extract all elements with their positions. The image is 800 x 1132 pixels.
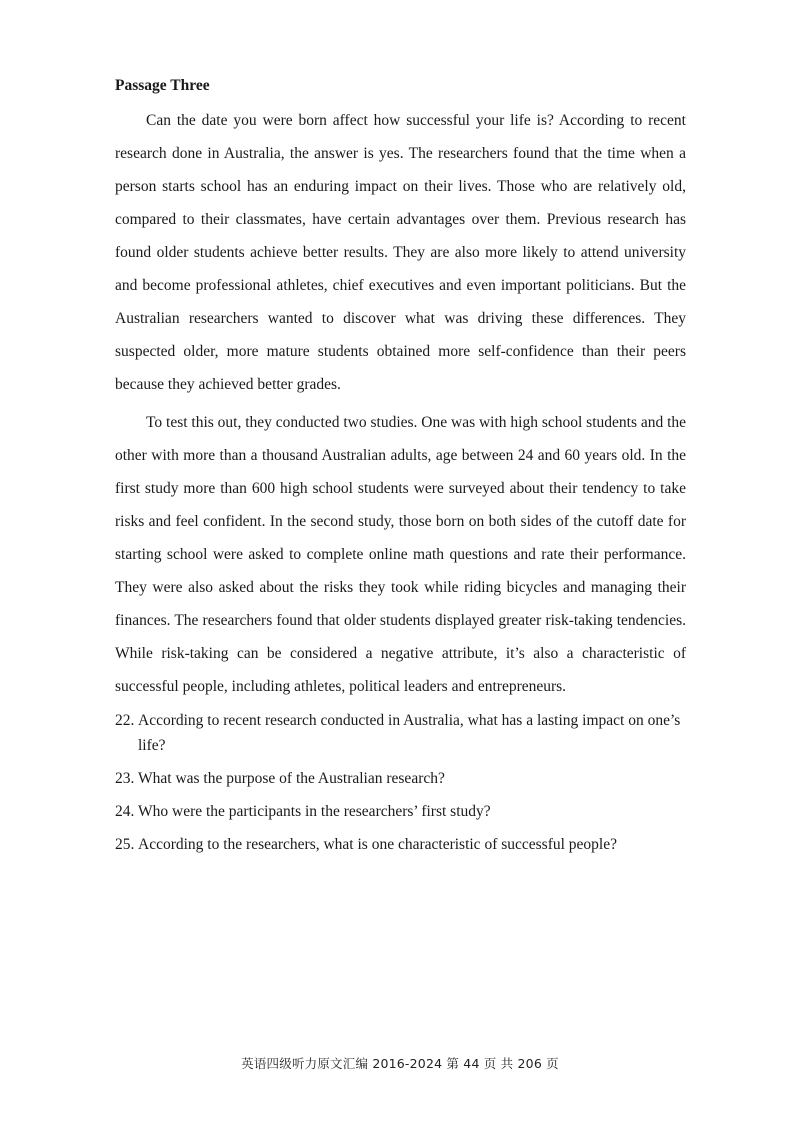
- text-line: finances. The researchers found that older students displayed greater risk-taking tendencies.: [115, 612, 686, 629]
- text-line: Can the date you were born affect how successful your life is? According to recent: [146, 112, 686, 129]
- text-line: starting school were asked to complete online math questions and rate their performance.: [115, 546, 686, 563]
- question-text: According to the researchers, what is one characteristic of successful people?: [138, 836, 618, 853]
- question-item: [115, 832, 686, 857]
- text-line: and become professional athletes, chief executives and even important politicians. But the: [115, 277, 686, 294]
- text-line: first study more than 600 high school students were surveyed about their tendency to take: [115, 480, 686, 497]
- page-footer: 英语四级听力原文汇编 2016-2024 第 44 页 共 206 页: [241, 1056, 559, 1071]
- document-page: [115, 74, 686, 865]
- question-text: According to recent research conducted in Australia, what has a lasting impact on one’s life?: [138, 712, 681, 754]
- text-line: suspected older, more mature students obtained more self-confidence than their peers: [115, 343, 686, 360]
- question-list: [115, 708, 686, 857]
- text-line: person starts school has an enduring impact on their lives. Those who are relatively old,: [115, 178, 686, 195]
- text-line: Australian researchers wanted to discover what was driving these differences. They: [115, 310, 686, 327]
- question-text: What was the purpose of the Australian research?: [138, 770, 445, 787]
- question-item: [115, 766, 686, 791]
- text-line: To test this out, they conducted two studies. One was with high school students and the: [146, 414, 687, 431]
- question-text: Who were the participants in the researchers’ first study?: [138, 803, 491, 820]
- text-line: successful people, including athletes, political leaders and entrepreneurs.: [115, 678, 567, 695]
- text-line: While risk-taking can be considered a negative attribute, it’s also a characteristic of: [115, 645, 686, 662]
- question-number: 23.: [115, 770, 135, 787]
- paragraph: [115, 104, 686, 401]
- text-line: other with more than a thousand Australian adults, age between 24 and 60 years old. In the: [115, 447, 686, 464]
- text-line: found older students achieve better results. They are also more likely to attend university: [115, 244, 686, 261]
- question-item: [115, 799, 686, 824]
- text-line: They were also asked about the risks they took while riding bicycles and managing their: [115, 579, 686, 596]
- text-line: risks and feel confident. In the second study, those born on both sides of the cutoff date for: [115, 513, 686, 530]
- passage-body: [115, 104, 686, 703]
- question-number: 22.: [115, 712, 135, 729]
- text-line: because they achieved better grades.: [115, 376, 341, 393]
- question-item: [115, 708, 686, 758]
- question-number: 25.: [115, 836, 135, 853]
- text-line: compared to their classmates, have certain advantages over them. Previous research has: [115, 211, 686, 228]
- question-number: 24.: [115, 803, 135, 820]
- text-line: research done in Australia, the answer is yes. The researchers found that the time when a: [115, 145, 686, 162]
- passage-title: Passage Three: [115, 77, 210, 94]
- paragraph: [115, 406, 686, 703]
